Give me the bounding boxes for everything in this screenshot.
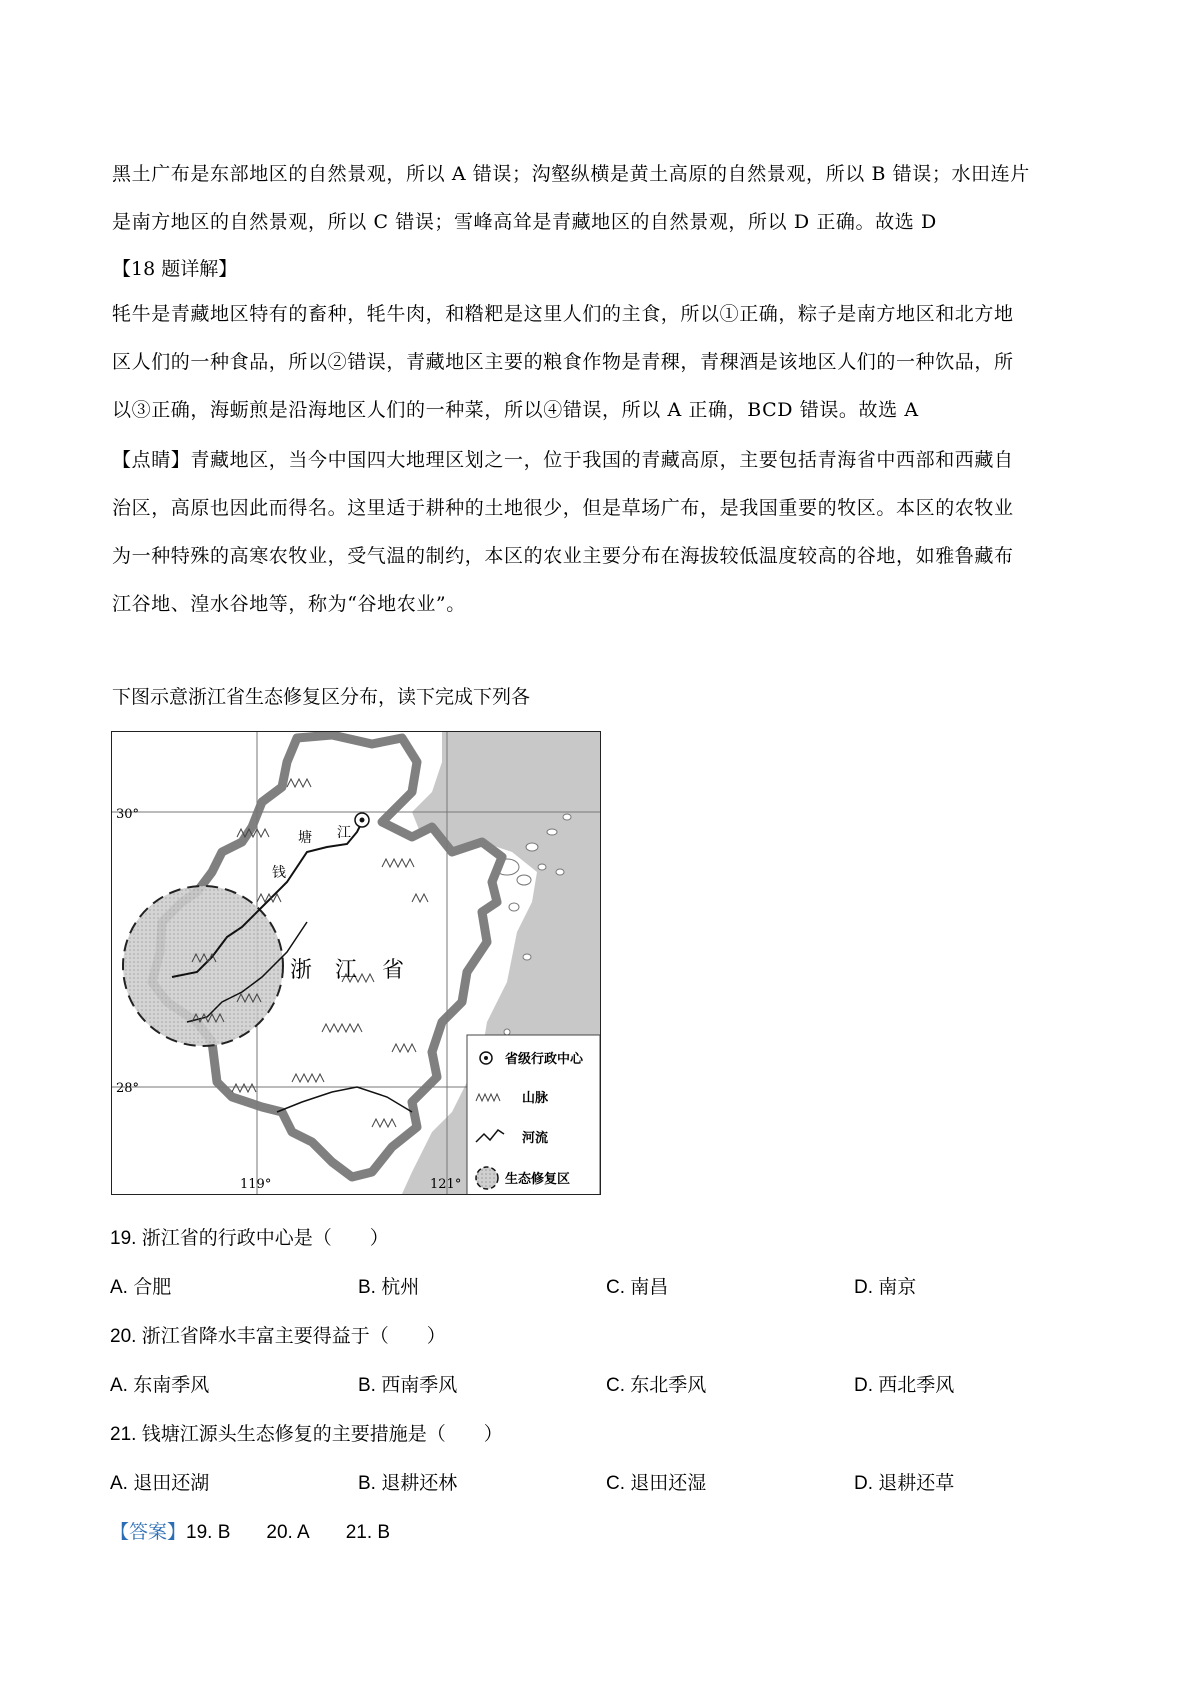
text-line: 是南方地区的自然景观，所以 C 错误；雪峰高耸是青藏地区的自然景观，所以 D 正确。故选 D <box>112 211 937 233</box>
legend-mountain-label: 山脉 <box>522 1091 549 1106</box>
text-line: 区人们的一种食品，所以②错误，青藏地区主要的粮食作物是青稞，青稞酒是该地区人们的一种饮品，所 <box>112 351 1014 373</box>
option-b[interactable]: B. 退耕还林 <box>358 1473 458 1494</box>
answer-tag: 【答案】 <box>110 1522 187 1543</box>
explanation-paragraph-18 <box>112 290 1097 434</box>
option-a[interactable]: A. 东南季风 <box>110 1375 210 1396</box>
question-21: 21. 钱塘江源头生态修复的主要措施是（ ） <box>110 1424 503 1445</box>
option-d[interactable]: D. 西北季风 <box>854 1375 955 1396</box>
question-18-heading: 【18 题详解】 <box>112 258 238 280</box>
lat-label: 28° <box>116 1081 140 1096</box>
map-svg <box>112 732 600 1194</box>
river-char: 钱 <box>272 865 286 881</box>
option-c[interactable]: C. 东北季风 <box>606 1375 707 1396</box>
option-a[interactable]: A. 退田还湖 <box>110 1473 210 1494</box>
river-char: 塘 <box>298 830 312 846</box>
answer-item: 21. B <box>345 1522 391 1543</box>
text-line: 牦牛是青藏地区特有的畜种，牦牛肉，和糌粑是这里人们的主食，所以①正确，粽子是南方地区和北方地 <box>112 303 1014 325</box>
text-line: 黑土广布是东部地区的自然景观，所以 A 错误；沟壑纵横是黄土高原的自然景观，所以 B 错误；水田连片 <box>112 163 1030 185</box>
option-d[interactable]: D. 退耕还草 <box>854 1473 955 1494</box>
text-line: 以③正确，海蛎煎是沿海地区人们的一种菜，所以④错误，所以 A 正确，BCD 错误。故选 A <box>112 399 919 421</box>
option-b[interactable]: B. 杭州 <box>358 1277 420 1298</box>
question-20: 20. 浙江省降水丰富主要得益于（ ） <box>110 1326 446 1347</box>
capital-icon <box>355 813 369 827</box>
legend-capital-label: 省级行政中心 <box>505 1052 584 1067</box>
option-c[interactable]: C. 退田还湿 <box>606 1473 707 1494</box>
river-char: 江 <box>337 825 351 841</box>
text-line: 治区，高原也因此而得名。这里适于耕种的土地很少，但是草场广布，是我国重要的牧区。本区的农牧业 <box>112 497 1014 519</box>
option-d[interactable]: D. 南京 <box>854 1277 917 1298</box>
map-intro: 下图示意浙江省生态修复区分布，读下完成下列各 <box>112 686 531 708</box>
province-label: 浙 <box>290 958 313 983</box>
option-a[interactable]: A. 合肥 <box>110 1277 172 1298</box>
question-19: 19. 浙江省的行政中心是（ ） <box>110 1228 389 1249</box>
option-c[interactable]: C. 南昌 <box>606 1277 669 1298</box>
map-legend <box>467 1035 600 1194</box>
text-line: 江谷地、湟水谷地等，称为“谷地农业”。 <box>112 593 466 615</box>
zhejiang-map <box>111 731 601 1195</box>
text-line: 【点睛】青藏地区，当今中国四大地理区划之一，位于我国的青藏高原，主要包括青海省中西部和西藏自 <box>112 449 1014 471</box>
option-b[interactable]: B. 西南季风 <box>358 1375 458 1396</box>
tip-paragraph <box>112 436 1097 628</box>
legend-river-label: 河流 <box>522 1131 549 1146</box>
explanation-paragraph-1 <box>112 150 1097 246</box>
province-label: 省 <box>382 958 405 983</box>
legend-zone-label: 生态修复区 <box>505 1172 571 1187</box>
lat-label: 30° <box>116 807 140 822</box>
answer-item: 20. A <box>266 1522 310 1543</box>
text-line: 为一种特殊的高寒农牧业，受气温的制约，本区的农业主要分布在海拔较低温度较高的谷地，如雅鲁藏布 <box>112 545 1014 567</box>
answer-line <box>110 1517 426 1544</box>
answer-item: 19. B <box>186 1522 231 1543</box>
lon-label: 119° <box>240 1177 272 1192</box>
province-label: 江 <box>335 958 358 983</box>
lon-label: 121° <box>430 1177 462 1192</box>
